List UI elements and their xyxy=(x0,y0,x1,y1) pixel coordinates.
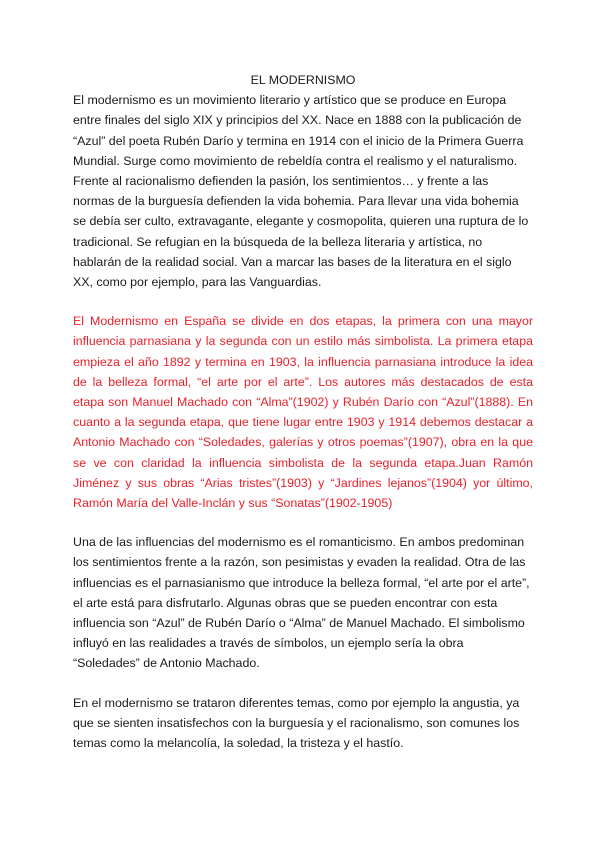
paragraph-intro: El modernismo es un movimiento literario y artístico que se produce en Europa entre finales del siglo XIX y principios del XX. Nace en 1888 con la publicación de “Azul” del poeta Rubén Darío y termina en 1914 con el inicio de la Primera Guerra Mundial. Surge como movimiento de rebeldía contra el realismo y el naturalismo. Frente al racionalismo defienden la pasión, los sentimientos… y frente a las normas de la burguesía defienden la vida bohemia. Para llevar una vida bohemia se debía ser culto, extravagante, elegante y cosmopolita, quieren una ruptura de lo tradicional. Se refugian en la búsqueda de la belleza literaria y artística, no hablarán de la realidad social. Van a marcar las bases de la literatura en el siglo XX, como por ejemplo, para las Vanguardias. xyxy=(73,93,529,290)
document-body xyxy=(73,70,533,772)
paragraph-temas: En el modernismo se trataron diferentes temas, como por ejemplo la angustia, ya que se sienten insatisfechos con la burguesía y el racionalismo, son comunes los temas como la melancolía, la soledad, la tristeza y el hastío. xyxy=(73,695,520,751)
paragraph-influencias: Una de las influencias del modernismo es el romanticismo. En ambos predominan los sentimientos frente a la razón, son pesimistas y evaden la realidad. Otra de las influencias es el parnasianismo que introduce la belleza formal, “el arte por el arte”, el arte está para disfrutarlo. Algunas obras que se pueden encontrar con esta influencia son “Azul” de Rubén Darío o “Alma” de Manuel Machado. El simbolismo influyó en las realidades a través de símbolos, un ejemplo sería la obra “Soledades” de Antonio Machado. xyxy=(73,535,530,671)
paragraph-etapas-espana: El Modernismo en España se divide en dos etapas, la primera con una mayor influencia parnasiana y la segunda con un estilo más simbolista. La primera etapa empieza el año 1892 y termina en 1903, la influencia parnasiana introduce la idea de la belleza formal, “el arte por el arte”. Los autores más destacados de esta etapa son Manuel Machado con “Alma”(1902) y Rubén Darío con “Azul”(1888). En cuanto a la segunda etapa, que tiene lugar entre 1903 y 1914 debemos destacar a Antonio Machado con “Soledades, galerías y otros poemas”(1907), obra en la que se ve con claridad la influencia simbolista de la segunda etapa.Juan Ramón Jiménez y sus obras “Arias tristes”(1903) y “Jardines lejanos”(1904) yor último, Ramón María del Valle-Inclán y sus “Sonatas”(1902-1905) xyxy=(73,314,533,511)
document-title: EL MODERNISMO xyxy=(250,73,356,87)
